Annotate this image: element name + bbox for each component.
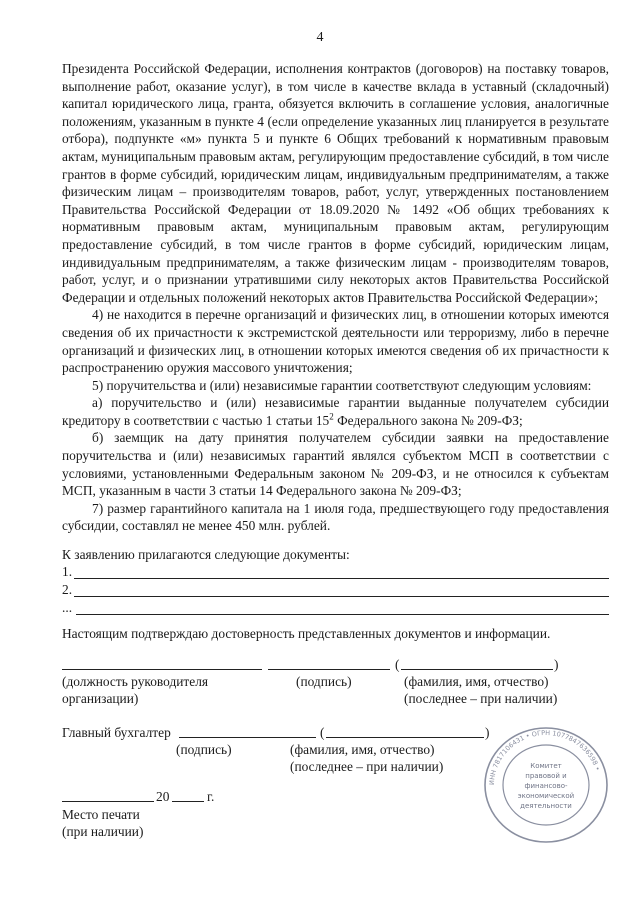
paragraph: б) заемщик на дату принятия получателем субсидии заявки на предоставление поручительства и (или) независимых гарантий являлся субъектом МСП в соответствии с условиями, установленными Федеральным законом № 209-ФЗ, и не относился к субъектам МСП, указанным в части 3 статьи 14 Федерального закона № 209-ФЗ; (62, 430, 609, 499)
paragraph: 4) не находится в перечне организаций и физических лиц, в отношении которых имеются сведения об их причастности к экстремистской деятельности или терроризму, либо в перечне организаций и физических лиц, в отношении которых имеются сведения об их причастности к распространению оружия массового уничтожения; (62, 307, 609, 376)
seal-label: Место печати (62, 807, 140, 822)
stamp-line: финансово- (524, 782, 568, 790)
fill-line (74, 596, 609, 597)
date-year-suffix: г. (207, 789, 215, 804)
accountant-title: Главный бухгалтер (62, 725, 171, 740)
list-item-number: 2. (62, 582, 73, 597)
page-number: 4 (316, 30, 324, 45)
paragraph: Президента Российской Федерации, исполнения контрактов (договоров) на поставку товаров, выполнение работ, оказание услуг), в том числе в качестве вклада в уставный (складочный) капитал юридического лица, гранта, обязуется включить в соглашение условия, аналогичные положениям, указанным в пункте 4 (если определение указанных лиц планируется в результате отбора), подпункте «м» пункта 5 и пункте 6 Общих требований к нормативным правовым актам, муниципальным правовым актам, регулирующим предоставление субсидий, в том числе грантов в форме субсидий, юридическим лицам, индивидуальным предпринимателям, а также физическим лицам – производителям товаров, работ, услуг, утвержденных постановлением Правительства Российской Федерации от 18.09.2020 № 1492 «Об общих требованиях к нормативным правовым актам, муниципальным правовым актам, регулирующим предоставление субсидий, в том числе грантов в форме субсидий, юридическим лицам, индивидуальным предпринимателям, а также физическим лицам - производителям товаров, работ, услуг, и о признании утратившими силу некоторых актов Правительства Российской Федерации и отдельных положений некоторых актов Правительства Российской Федерации»; (62, 61, 610, 305)
stamp-line: деятельности (520, 802, 572, 810)
stamp-center-text (518, 762, 574, 810)
accountant-signature-label: (подпись) (176, 742, 232, 757)
list-item-number: ... (62, 600, 73, 615)
year-line[interactable] (172, 801, 204, 802)
date-line[interactable] (62, 801, 154, 802)
list-item[interactable] (62, 564, 609, 582)
name-label: (фамилия, имя, отчество) (404, 674, 549, 689)
date-year-prefix: 20 (156, 789, 170, 804)
accountant-name-line[interactable] (326, 737, 484, 738)
fill-line (74, 578, 609, 579)
fill-line (76, 614, 609, 615)
signature-label: (подпись) (296, 674, 352, 689)
position-label: (должность руководителя (62, 674, 209, 689)
confirmation-text: Настоящим подтверждаю достоверность представленных документов и информации. (62, 626, 551, 641)
open-paren: ( (320, 725, 325, 740)
position-label-2: организации) (62, 691, 139, 706)
stamp-line: Комитет (530, 762, 562, 770)
paragraph (62, 394, 609, 429)
document-body (62, 60, 609, 535)
close-paren: ) (554, 657, 559, 672)
paragraph: 7) размер гарантийного капитала на 1 июля года, предшествующего году предоставления субсидии, составлял не менее 450 млн. рублей. (62, 500, 609, 534)
close-paren: ) (485, 725, 490, 740)
position-line[interactable] (62, 669, 262, 670)
signature-line[interactable] (268, 669, 390, 670)
list-item[interactable] (62, 582, 609, 600)
list-item-number: 1. (62, 564, 73, 579)
paragraph: 5) поручительства и (или) независимые гарантии соответствуют следующим условиям: (92, 377, 592, 393)
stamp-line: правовой и (525, 772, 567, 780)
paragraph-text: а) поручительство и (или) независимые гарантии выданные получателем субсидии кредитору в соответствии с частью 1 статьи 15 (62, 395, 609, 428)
list-item[interactable] (62, 600, 609, 618)
name-note: (последнее – при наличии) (404, 691, 558, 706)
open-paren: ( (395, 657, 400, 672)
organization-stamp (482, 726, 610, 844)
stamp-line: экономической (517, 792, 575, 800)
accountant-name-note: (последнее – при наличии) (290, 759, 444, 774)
accountant-signature-line[interactable] (179, 737, 316, 738)
seal-note: (при наличии) (62, 824, 144, 839)
accountant-name-label: (фамилия, имя, отчество) (290, 742, 435, 757)
attachments-heading: К заявлению прилагаются следующие документы: (62, 547, 350, 562)
stamp-ring-text: ИНН 7817106431 • ОГРН 1077847636598 • (487, 728, 602, 786)
paragraph-text: Федерального закона № 209-ФЗ; (333, 412, 523, 428)
superscript: 2 (329, 411, 334, 422)
name-line[interactable] (401, 669, 553, 670)
